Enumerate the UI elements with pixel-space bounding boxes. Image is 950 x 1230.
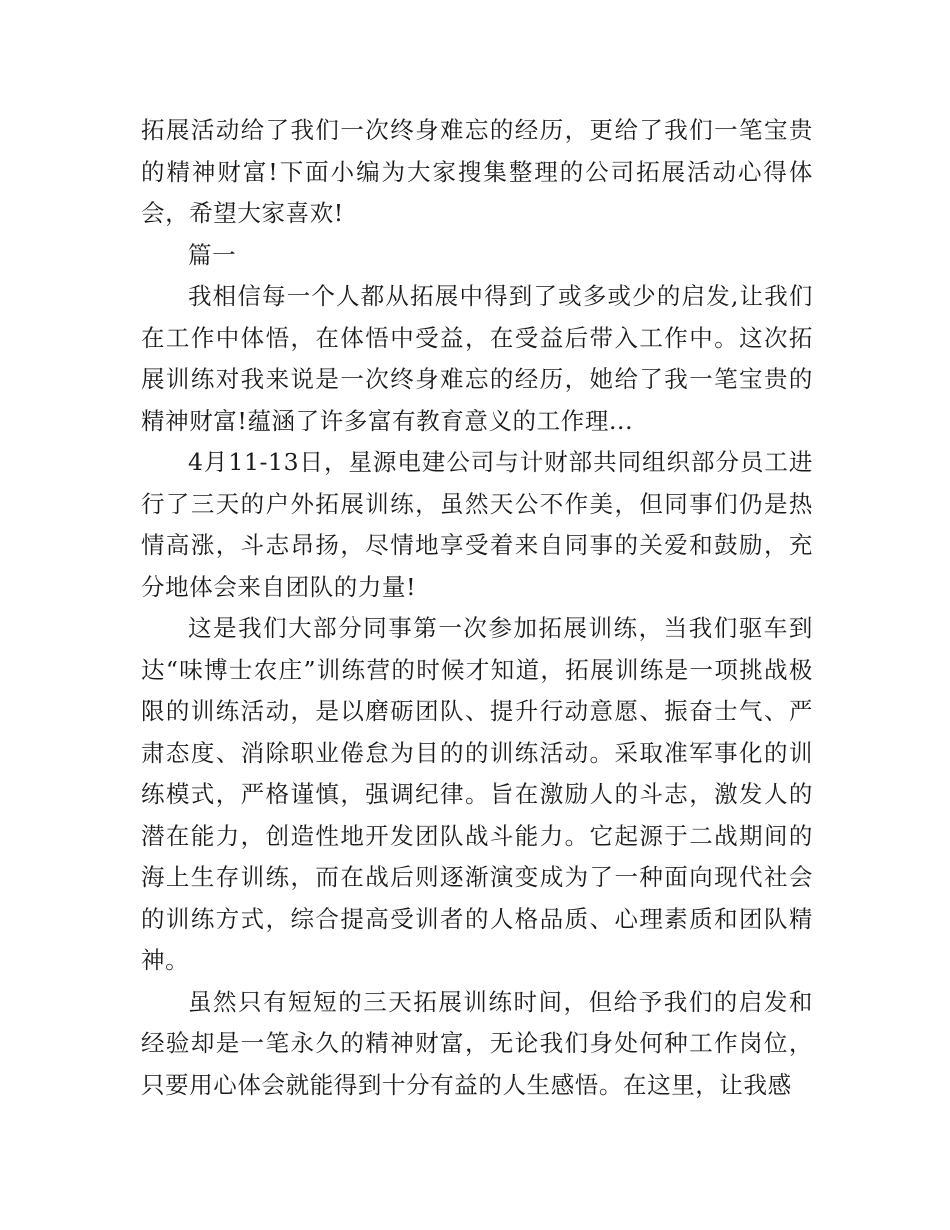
body-paragraph-4: 虽然只有短短的三天拓展训练时间，但给予我们的启发和经验却是一笔永久的精神财富，无论我们身处何种工作岗位，只要用心体会就能得到十分有益的人生感悟。在这里，让我感 [141, 987, 813, 1099]
body-paragraph-1: 我相信每一个人都从拓展中得到了或多或少的启发,让我们在工作中体悟，在体悟中受益，在受益后带入工作中。这次拓展训练对我来说是一次终身难忘的经历，她给了我一笔宝贵的精神财富!蕴涵了许多富有教育意义的工作理... [141, 282, 813, 435]
section-heading: 篇一 [188, 240, 237, 269]
body-paragraph-3: 这是我们大部分同事第一次参加拓展训练，当我们驱车到达“味博士农庄”训练营的时候才知道，拓展训练是一项挑战极限的训练活动，是以磨砺团队、提升行动意愿、振奋士气、严肃态度、消除职业倦怠为目的的训练活动。采取准军事化的训练模式，严格谨慎，强调纪律。旨在激励人的斗志，激发人的潜在能力，创造性地开发团队战斗能力。它起源于二战期间的海上生存训练，而在战后则逐渐演变成为了一种面向现代社会的训练方式，综合提高受训者的人格品质、心理素质和团队精神。 [141, 614, 813, 974]
body-paragraph-2: 4月11-13日，星源电建公司与计财部共同组织部分员工进行了三天的户外拓展训练，虽然天公不作美，但同事们仍是热情高涨，斗志昂扬，尽情地享受着来自同事的关爱和鼓励，充分地体会来自团队的力量! [141, 448, 813, 601]
intro-paragraph: 拓展活动给了我们一次终身难忘的经历，更给了我们一笔宝贵的精神财富!下面小编为大家搜集整理的公司拓展活动心得体会，希望大家喜欢! [141, 116, 813, 227]
document-body [141, 110, 813, 1106]
